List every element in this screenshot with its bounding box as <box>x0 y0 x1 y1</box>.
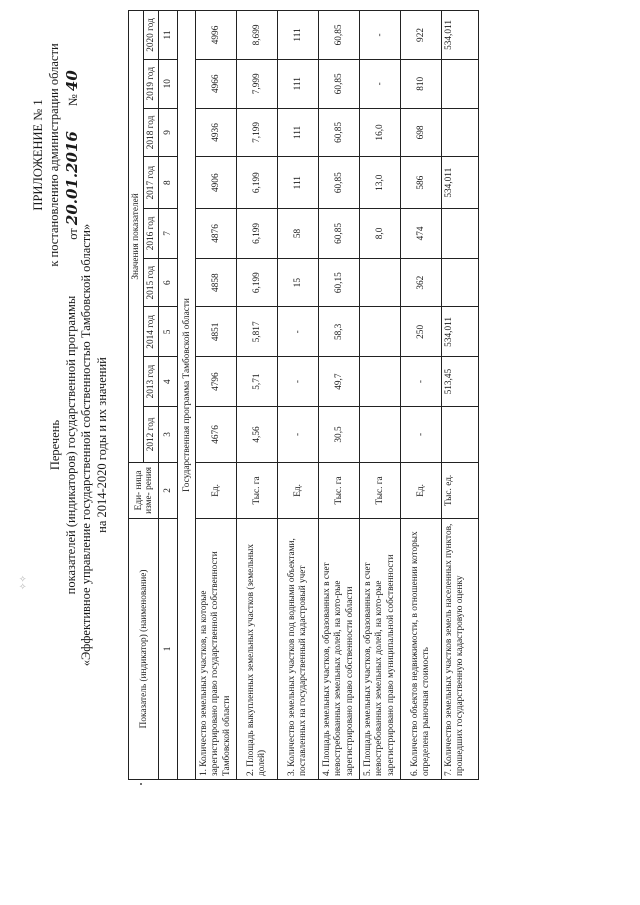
year-header: 2018 год <box>144 108 159 157</box>
indicator-value: 16,0 <box>360 108 401 157</box>
header-indicator: Показатель (индикатор) (наименование) <box>129 518 159 779</box>
indicator-value: 13,0 <box>360 157 401 209</box>
indicator-value: 5,71 <box>237 357 278 407</box>
indicator-value: 8,0 <box>360 209 401 259</box>
indicator-name: 6. Количество объектов недвижимости, в отношении которых определена рыночная стоимость <box>401 518 442 779</box>
indicator-value: 534,011 <box>442 157 479 209</box>
indicator-value: 4851 <box>196 307 237 357</box>
year-header: 2012 год <box>144 406 159 462</box>
indicator-value <box>360 258 401 307</box>
year-header: 2014 год <box>144 307 159 357</box>
indicator-value: - <box>278 307 319 357</box>
indicator-value: 6,199 <box>237 258 278 307</box>
indicator-value: 4676 <box>196 406 237 462</box>
column-number: 1 <box>159 518 178 779</box>
header-unit: Еди- ница изме- рения <box>129 462 159 518</box>
column-number: 5 <box>159 307 178 357</box>
indicator-name: 5. Площадь земельных участков, образованных в счет невостребованных земельных долей, на кото-рые зарегистрировано право муниципальной собственности <box>360 518 401 779</box>
appendix-line2: к постановлению администрации области <box>47 43 62 267</box>
indicator-value: 4876 <box>196 209 237 259</box>
indicator-value: 60,15 <box>319 258 360 307</box>
table-row <box>278 11 319 780</box>
indicator-value: 534,011 <box>442 307 479 357</box>
indicator-value: 60,85 <box>319 157 360 209</box>
indicator-value: 586 <box>401 157 442 209</box>
indicator-unit: Тыс. га <box>237 462 278 518</box>
indicator-value: 4996 <box>196 11 237 60</box>
indicator-value: 111 <box>278 157 319 209</box>
table-row <box>319 11 360 780</box>
column-number: 3 <box>159 406 178 462</box>
program-row <box>178 11 196 780</box>
indicator-name: 7. Количество земельных участков земель населенных пунктов, прошедших государственную кадастровую оценку <box>442 518 479 779</box>
header-values-group: Значения показателей <box>129 11 144 463</box>
appendix-date-prefix: от <box>65 228 80 240</box>
appendix-date-value: 20.01.2016 <box>62 131 81 226</box>
indicator-value <box>442 406 479 462</box>
indicators-table <box>128 10 479 780</box>
indicator-value: 6,199 <box>237 157 278 209</box>
table-row <box>237 11 278 780</box>
indicator-value: 534,011 <box>442 11 479 60</box>
indicator-value: 922 <box>401 11 442 60</box>
column-number: 11 <box>159 11 178 60</box>
column-number: 9 <box>159 108 178 157</box>
indicator-value <box>442 258 479 307</box>
indicator-value: 4858 <box>196 258 237 307</box>
indicator-value <box>360 406 401 462</box>
indicator-unit: Ед. <box>278 462 319 518</box>
year-header: 2017 год <box>144 157 159 209</box>
speck <box>140 783 142 785</box>
program-title: Государственная программа Тамбовской области <box>178 11 196 780</box>
indicator-value <box>360 357 401 407</box>
year-header: 2016 год <box>144 209 159 259</box>
column-number: 10 <box>159 59 178 108</box>
column-number: 8 <box>159 157 178 209</box>
column-number: 7 <box>159 209 178 259</box>
indicator-value: - <box>360 59 401 108</box>
indicator-unit: Тыс. ед. <box>442 462 479 518</box>
heading-line1: Перечень <box>48 419 62 471</box>
indicator-value: 111 <box>278 59 319 108</box>
indicator-value <box>442 209 479 259</box>
column-number-row <box>159 11 178 780</box>
indicator-value: 7,199 <box>237 108 278 157</box>
indicator-name: 3. Количество земельных участков под водными объектами, поставленных на государственный кадастровый учет <box>278 518 319 779</box>
indicator-value: 60,85 <box>319 11 360 60</box>
indicator-value: 58 <box>278 209 319 259</box>
indicator-unit: Ед. <box>401 462 442 518</box>
indicator-value: 60,85 <box>319 209 360 259</box>
indicator-value: 4906 <box>196 157 237 209</box>
indicator-value: 30,5 <box>319 406 360 462</box>
indicator-value: 60,85 <box>319 108 360 157</box>
faint-mark: ✧✧ <box>18 574 28 590</box>
indicator-value: 250 <box>401 307 442 357</box>
indicator-value: 6,199 <box>237 209 278 259</box>
indicator-value: 362 <box>401 258 442 307</box>
table-row <box>442 11 479 780</box>
appendix-number-prefix: № <box>65 94 80 107</box>
indicator-value: 4796 <box>196 357 237 407</box>
indicator-value: 4936 <box>196 108 237 157</box>
indicator-value: - <box>278 357 319 407</box>
heading-line3: «Эффективное управление государственной собственностью Тамбовской области» <box>79 223 94 667</box>
indicator-value: - <box>401 357 442 407</box>
indicator-value: 111 <box>278 108 319 157</box>
indicator-value <box>442 59 479 108</box>
indicator-value: 5,817 <box>237 307 278 357</box>
indicator-value: 474 <box>401 209 442 259</box>
column-number: 4 <box>159 357 178 407</box>
appendix-title: ПРИЛОЖЕНИЕ № 1 <box>31 99 45 211</box>
heading-line4: на 2014-2020 годы и их значений <box>94 357 109 533</box>
indicator-value: - <box>278 406 319 462</box>
indicator-value <box>442 108 479 157</box>
heading-line2: показателей (индикаторов) государственной программы <box>63 295 78 595</box>
indicator-rows <box>196 11 479 780</box>
indicator-value: 49,7 <box>319 357 360 407</box>
indicator-value: - <box>360 11 401 60</box>
indicator-value: 15 <box>278 258 319 307</box>
table-row <box>401 11 442 780</box>
indicator-name: 4. Площадь земельных участков, образованных в счет невостребованных земельных долей, на кото-рые зарегистрировано право собственности области <box>319 518 360 779</box>
table-row <box>196 11 237 780</box>
indicator-value: 111 <box>278 11 319 60</box>
year-header: 2019 год <box>144 59 159 108</box>
indicator-value <box>360 307 401 357</box>
indicator-value: 4966 <box>196 59 237 108</box>
indicator-value: 698 <box>401 108 442 157</box>
indicator-value: 60,85 <box>319 59 360 108</box>
indicator-value: - <box>401 406 442 462</box>
column-number: 2 <box>159 462 178 518</box>
indicator-unit: Тыс. га <box>360 462 401 518</box>
indicator-value: 4,56 <box>237 406 278 462</box>
indicator-value: 58,3 <box>319 307 360 357</box>
indicator-value: 8,699 <box>237 11 278 60</box>
indicator-name: 2. Площадь выкупленных земельных участков (земельных долей) <box>237 518 278 779</box>
indicator-value: 810 <box>401 59 442 108</box>
indicator-unit: Ед. <box>196 462 237 518</box>
column-number: 6 <box>159 258 178 307</box>
indicator-value: 7,999 <box>237 59 278 108</box>
year-header: 2020 год <box>144 11 159 60</box>
appendix-number-value: 40 <box>62 70 81 92</box>
indicator-value: 513,45 <box>442 357 479 407</box>
indicator-unit: Тыс. га <box>319 462 360 518</box>
year-header: 2015 год <box>144 258 159 307</box>
document-heading <box>48 165 111 725</box>
year-header: 2013 год <box>144 357 159 407</box>
table-row <box>360 11 401 780</box>
indicator-name: 1. Количество земельных участков, на которые зарегистрировано право государственной собственности Тамбовской области <box>196 518 237 779</box>
table-header-row-1 <box>129 11 144 780</box>
